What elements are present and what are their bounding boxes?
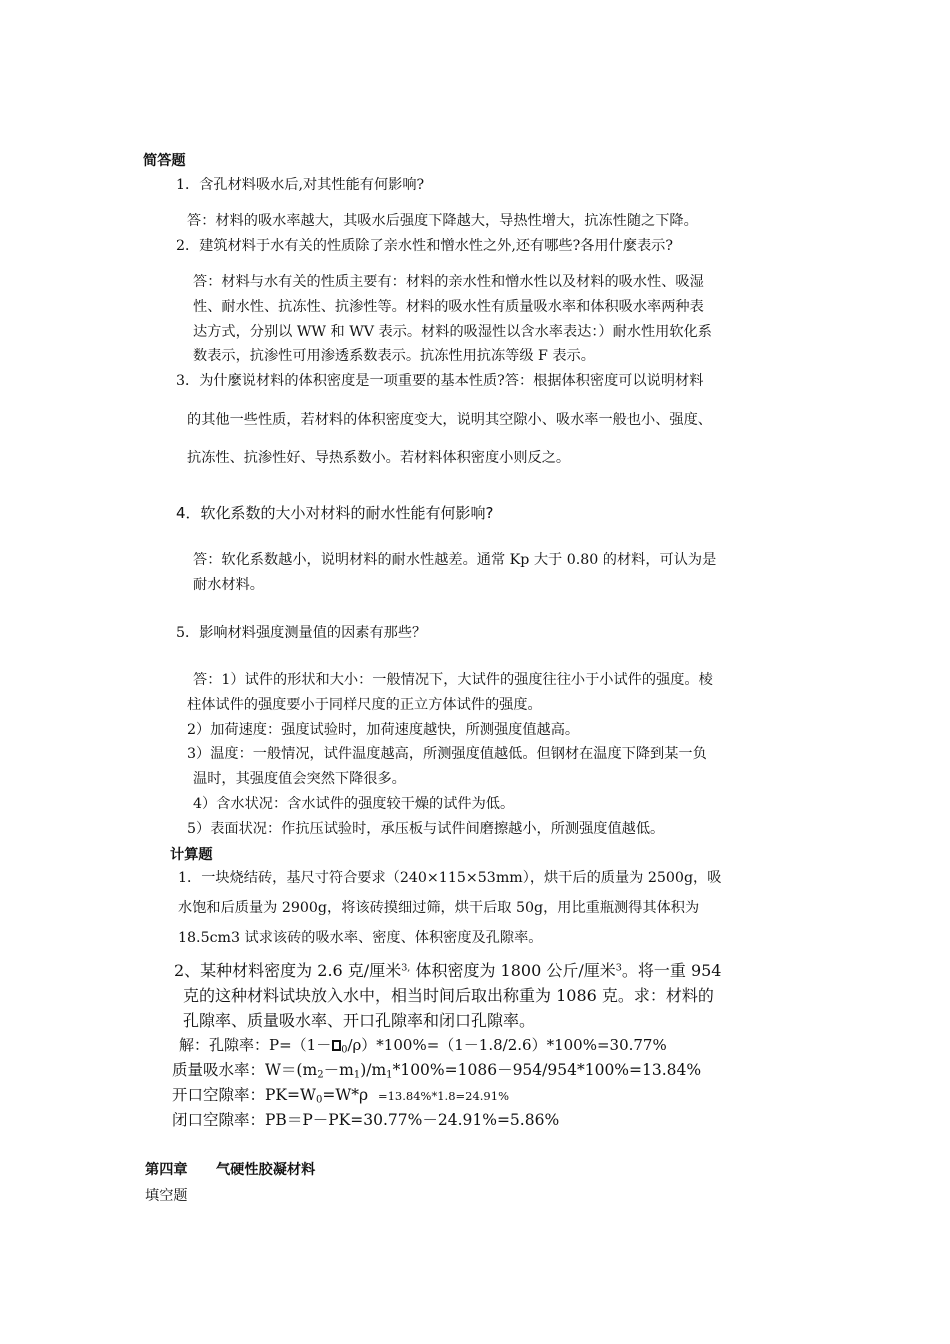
solution-line-open-porosity (172, 1085, 509, 1106)
solution-line-porosity (179, 1035, 667, 1055)
subscript: 0 (341, 1044, 348, 1056)
calc-2-text: 2、某种材料密度为 2.6 克/厘米 (174, 961, 402, 980)
answer-5-line: 2）加荷速度：强度试验时，加荷速度越快，所测强度值越高。 (187, 722, 580, 738)
answer-5-line: 温时，其强度值会突然下降很多。 (193, 771, 406, 787)
answer-2-line: 达方式，分别以 WW 和 WV 表示。材料的吸湿性以含水率表达：）耐水性用软化系 (193, 324, 712, 340)
calc-1-line: 1．一块烧结砖，基尺寸符合要求（240×115×53mm），烘干后的质量为 2500g，吸 (178, 870, 722, 886)
answer-4-line: 耐水材料。 (193, 577, 264, 593)
question-3-line: 的其他一些性质，若材料的体积密度变大，说明其空隙小、吸水率一般也小、强度、 (187, 412, 712, 428)
subscript: 2 (317, 1069, 324, 1081)
answer-5-line: 柱体试件的强度要小于同样尺度的正立方体试件的强度。 (187, 697, 542, 713)
section-title-calculation: 计算题 (170, 847, 213, 863)
solution-text: 开口空隙率：PK=W (172, 1086, 316, 1104)
solution-text: *100%=1086－954/954*100%=13.84% (392, 1061, 702, 1079)
solution-text: －m (323, 1061, 354, 1079)
calc-1-line: 18.5cm3 试求该砖的吸水率、密度、体积密度及孔隙率。 (178, 930, 543, 946)
missing-glyph-box-icon (332, 1040, 341, 1051)
chapter-title: 第四章 气硬性胶凝材料 (145, 1162, 316, 1178)
answer-5-line: 5）表面状况：作抗压试验时，承压板与试件间磨擦越小，所测强度值越低。 (187, 821, 665, 837)
subscript: 1 (353, 1069, 361, 1081)
section-title-short-answer: 简答题 (143, 153, 186, 169)
answer-5-line: 答：1）试件的形状和大小：一般情况下，大试件的强度往往小于小试件的强度。棱 (193, 672, 713, 688)
solution-text: )/m (360, 1061, 387, 1079)
calc-2-line-1 (174, 959, 722, 983)
answer-2-line: 数表示，抗渗性可用渗透系数表示。抗冻性用抗冻等级 F 表示。 (193, 348, 595, 364)
calc-1-line: 水饱和后质量为 2900g，将该砖摸细过筛，烘干后取 50g，用比重瓶测得其体积为 (178, 900, 700, 916)
question-2: 2．建筑材料于水有关的性质除了亲水性和憎水性之外,还有哪些?各用什麼表示? (176, 238, 673, 254)
solution-text: 质量吸水率：W＝(m (172, 1061, 318, 1079)
solution-text: 解：孔隙率：P=（1－ (179, 1036, 332, 1054)
calc-2-text: 。将一重 954 (621, 961, 722, 980)
calc-2-line-2: 克的这种材料试块放入水中，相当时间后取出称重为 1086 克。求：材料的 (183, 986, 714, 1005)
answer-1: 答：材料的吸水率越大，其吸水后强度下降越大，导热性增大，抗冻性随之下降。 (187, 213, 698, 229)
calc-2-text: 体积密度为 1800 公斤/厘米 (415, 961, 616, 980)
answer-2-line: 答：材料与水有关的性质主要有：材料的亲水性和憎水性以及材料的吸水性、吸湿 (193, 274, 704, 290)
solution-text: =13.84%*1.8=24.91% (377, 1089, 509, 1103)
superscript: 3, (401, 962, 411, 974)
subsection-fill-blank: 填空题 (145, 1188, 188, 1204)
question-5: 5．影响材料强度测量值的因素有那些？ (176, 625, 427, 641)
answer-4-line: 答：软化系数越小，说明材料的耐水性越差。通常 Kp 大于 0.80 的材料，可认为是 (193, 552, 717, 568)
solution-line-closed-porosity: 闭口空隙率：PB＝P－PK=30.77%－24.91%=5.86% (172, 1111, 560, 1129)
question-3-line: 3．为什麼说材料的体积密度是一项重要的基本性质?答：根据体积密度可以说明材料 (176, 373, 704, 389)
solution-text: =W*ρ (322, 1086, 369, 1104)
answer-5-line: 4）含水状况：含水试件的强度较干燥的试件为低。 (193, 796, 515, 812)
calc-2-line-3: 孔隙率、质量吸水率、开口孔隙率和闭口孔隙率。 (183, 1011, 536, 1030)
question-4: 4．软化系数的大小对材料的耐水性能有何影响? (176, 504, 494, 522)
solution-text: /ρ）*100%=（1－1.8/2.6）*100%=30.77% (347, 1036, 667, 1054)
superscript: 3 (615, 962, 622, 974)
answer-2-line: 性、耐水性、抗冻性、抗渗性等。材料的吸水性有质量吸水率和体积吸水率两种表 (193, 299, 704, 315)
subscript: 1 (386, 1069, 393, 1081)
question-3-line: 抗冻性、抗渗性好、导热系数小。若材料体积密度小则反之。 (187, 450, 571, 466)
solution-line-mass-absorption (172, 1060, 701, 1080)
subscript: 0 (315, 1094, 323, 1106)
answer-5-line: 3）温度：一般情况，试件温度越高，所测强度值越低。但钢材在温度下降到某一负 (187, 746, 707, 762)
question-1: 1．含孔材料吸水后,对其性能有何影响? (176, 177, 425, 193)
